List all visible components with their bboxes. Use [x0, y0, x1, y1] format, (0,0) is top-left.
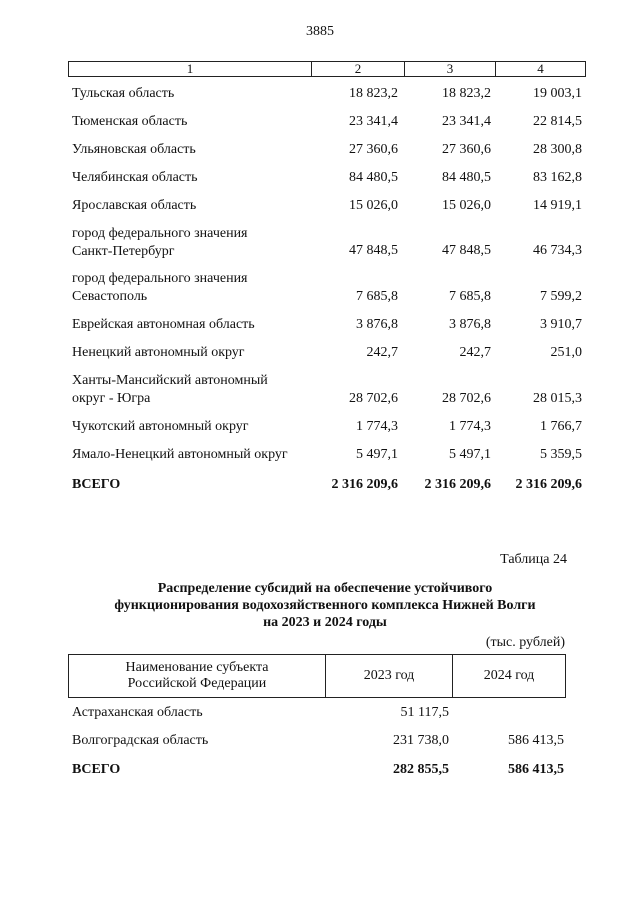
table1-col2-header: 2	[312, 62, 405, 76]
value-2023: 231 738,0	[393, 733, 449, 748]
region-name: Тульская область	[72, 86, 175, 101]
value-col3: 27 360,6	[442, 142, 491, 157]
col1-header-line1: Наименование субъекта	[125, 660, 269, 675]
table1-header	[68, 61, 586, 77]
value-col2: 242,7	[366, 345, 398, 360]
value-col4: 19 003,1	[533, 86, 582, 101]
value-col3: 5 497,1	[449, 447, 491, 462]
value-col3: 3 876,8	[449, 317, 491, 332]
value-col4: 22 814,5	[533, 114, 582, 129]
region-name: Тюменская область	[72, 114, 188, 129]
table-title	[60, 580, 590, 631]
region-name: Ямало-Ненецкий автономный округ	[72, 447, 288, 462]
table2-col1-header	[69, 655, 326, 697]
value-col2: 1 774,3	[356, 419, 398, 434]
region-name-line1: Ханты-Мансийский автономный	[72, 373, 268, 388]
total-2024: 586 413,5	[508, 762, 564, 777]
table-title-line1: Распределение субсидий на обеспечение устойчивого	[157, 581, 493, 596]
value-2023: 51 117,5	[400, 705, 449, 720]
total-label: ВСЕГО	[72, 762, 121, 777]
value-col3: 7 685,8	[449, 289, 491, 304]
region-name: Ульяновская область	[72, 142, 196, 157]
value-col3: 18 823,2	[442, 86, 491, 101]
value-col3: 23 341,4	[442, 114, 491, 129]
value-col3: 1 774,3	[449, 419, 491, 434]
value-col2: 7 685,8	[356, 289, 398, 304]
value-col4: 28 015,3	[533, 391, 582, 406]
value-col4: 83 162,8	[533, 170, 582, 185]
col1-header-line2: Российской Федерации	[127, 676, 267, 691]
region-name: Ярославская область	[72, 198, 197, 213]
table2-col3-header: 2024 год	[483, 668, 535, 683]
table1-col4-header: 4	[537, 61, 544, 76]
table-row	[68, 225, 586, 261]
value-col4: 5 359,5	[540, 447, 582, 462]
region-name: Астраханская область	[72, 705, 203, 720]
value-col3: 28 702,6	[442, 391, 491, 406]
region-name: Челябинская область	[72, 170, 198, 185]
value-col3: 84 480,5	[442, 170, 491, 185]
table1-col3-header: 3	[405, 62, 496, 76]
region-name-line1: город федерального значения	[72, 271, 248, 286]
value-col4: 1 766,7	[540, 419, 582, 434]
value-col2: 28 702,6	[349, 391, 398, 406]
value-col3: 242,7	[459, 345, 491, 360]
table-title-line3: на 2023 и 2024 годы	[263, 615, 387, 630]
total-col4: 2 316 209,6	[515, 477, 582, 492]
value-col4: 7 599,2	[540, 289, 582, 304]
total-label: ВСЕГО	[72, 477, 121, 492]
table2-col2-header: 2023 год	[326, 655, 453, 697]
table-row	[68, 270, 586, 306]
value-col2: 23 341,4	[349, 114, 398, 129]
value-2024: 586 413,5	[508, 733, 564, 748]
value-col2: 3 876,8	[356, 317, 398, 332]
region-name-line2: Санкт-Петербург	[72, 244, 175, 259]
value-col2: 84 480,5	[349, 170, 398, 185]
value-col4: 46 734,3	[533, 243, 582, 258]
table2-header	[68, 654, 566, 698]
region-name-line2: Севастополь	[72, 289, 148, 304]
value-col4: 251,0	[550, 345, 582, 360]
region-name-line1: город федерального значения	[72, 226, 248, 241]
value-col2: 15 026,0	[349, 198, 398, 213]
total-col3: 2 316 209,6	[424, 477, 491, 492]
value-col2: 18 823,2	[349, 86, 398, 101]
region-name-line2: округ - Югра	[72, 391, 151, 406]
table-row	[68, 372, 586, 408]
table-label: Таблица 24	[500, 552, 567, 567]
value-col4: 14 919,1	[533, 198, 582, 213]
units-note: (тыс. рублей)	[485, 635, 565, 650]
table-title-line2: функционирования водохозяйственного комплекса Нижней Волги	[114, 598, 536, 613]
value-col3: 15 026,0	[442, 198, 491, 213]
value-col4: 3 910,7	[540, 317, 582, 332]
region-name: Еврейская автономная область	[72, 317, 255, 332]
value-col3: 47 848,5	[442, 243, 491, 258]
region-name: Ненецкий автономный округ	[72, 345, 245, 360]
total-col2: 2 316 209,6	[331, 477, 398, 492]
page-number: 3885	[306, 24, 334, 39]
region-name: Чукотский автономный округ	[72, 419, 249, 434]
value-col2: 5 497,1	[356, 447, 398, 462]
table1-col1-header: 1	[69, 62, 312, 76]
value-col2: 27 360,6	[349, 142, 398, 157]
total-2023: 282 855,5	[393, 762, 449, 777]
region-name: Волгоградская область	[72, 733, 209, 748]
value-col4: 28 300,8	[533, 142, 582, 157]
value-col2: 47 848,5	[349, 243, 398, 258]
